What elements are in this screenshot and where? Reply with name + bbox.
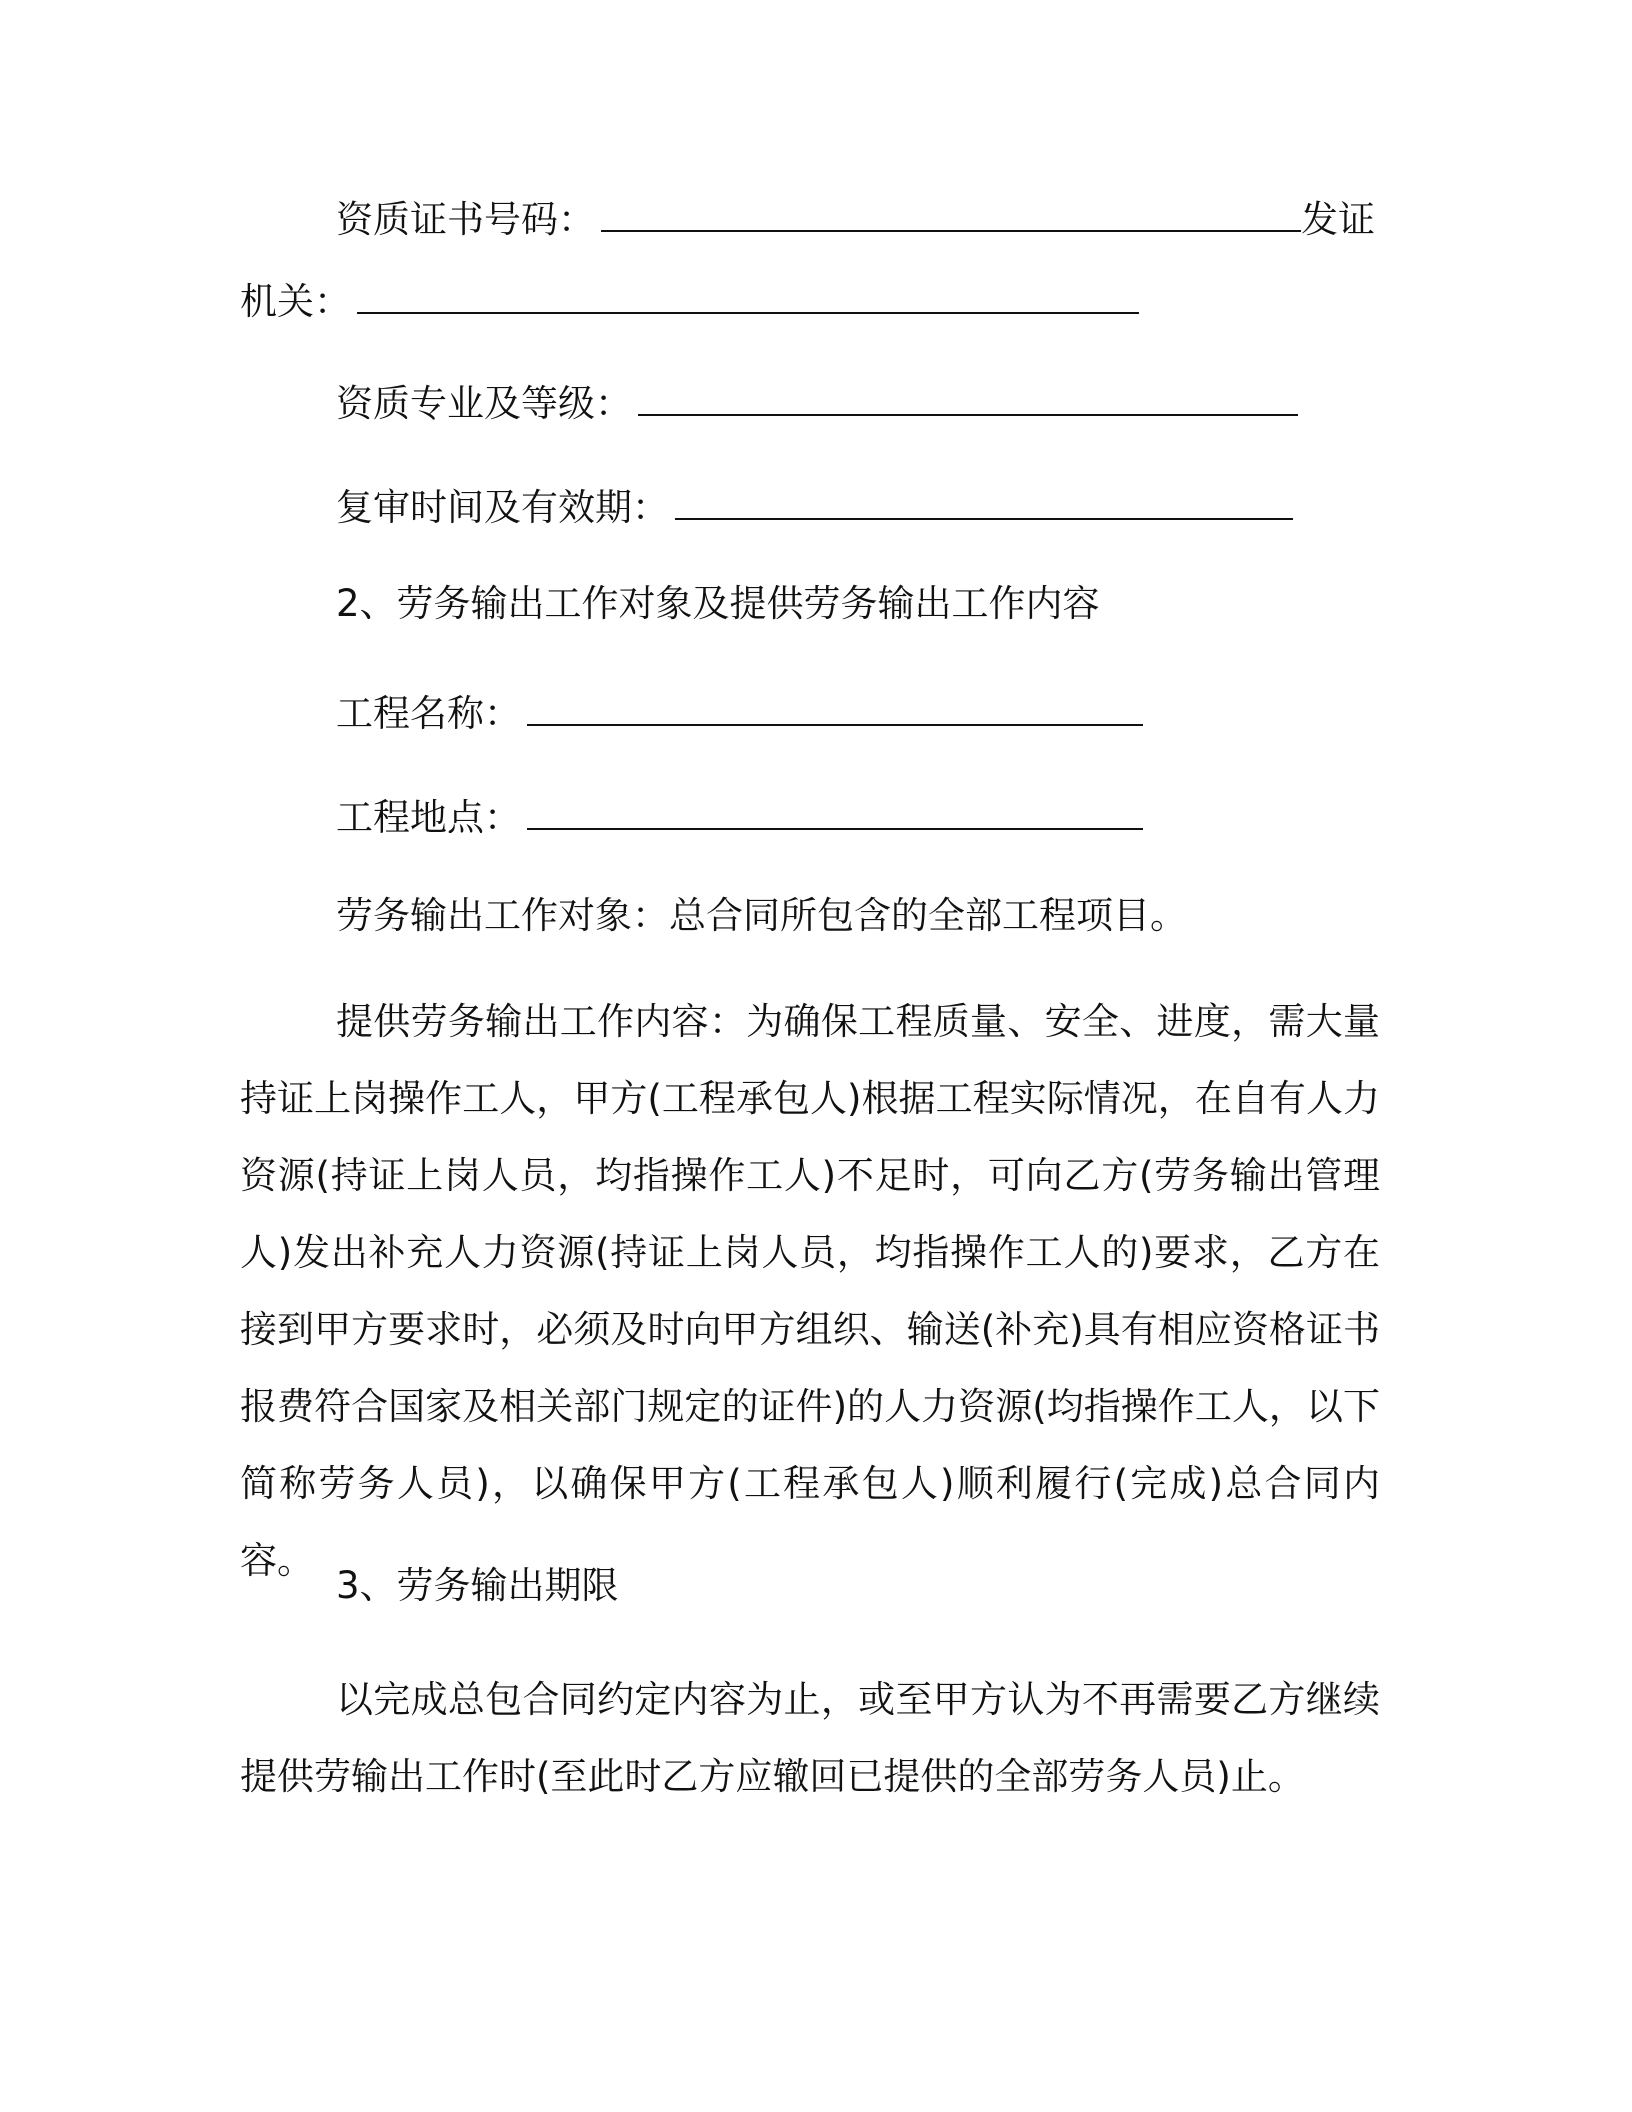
work-object-line: 劳务输出工作对象：总合同所包含的全部工程项目。 [336, 894, 1187, 937]
project-location-blank [527, 792, 1143, 830]
qualification-level-blank [638, 378, 1298, 416]
project-location-label: 工程地点： [336, 796, 521, 839]
project-name-line [336, 688, 1143, 738]
review-period-label: 复审时间及有效期： [336, 486, 669, 529]
project-location-line [336, 792, 1143, 842]
review-period-line [336, 482, 1293, 532]
issuer-line [240, 276, 1139, 326]
section2-heading: 2、劳务输出工作对象及提供劳务输出工作内容 [336, 582, 1100, 625]
issuer-blank [357, 276, 1139, 314]
project-name-blank [527, 688, 1143, 726]
qualification-level-label: 资质专业及等级： [336, 382, 632, 425]
section3-heading: 3、劳务输出期限 [336, 1564, 619, 1607]
cert-number-blank [601, 194, 1301, 232]
review-period-blank [675, 482, 1293, 520]
cert-number-tail: 发证 [1301, 198, 1375, 241]
work-content-paragraph: 提供劳务输出工作内容：为确保工程质量、安全、进度，需大量持证上岗操作工人，甲方(工程承包人)根据工程实际情况，在自有人力资源(持证上岗人员，均指操作工人)不足时，可向乙方(劳务输出管理人)发出补充人力资源(持证上岗人员，均指操作工人的)要求，乙方在接到甲方要求时，必须及时向甲方组织、输送(补充)具有相应资格证书报费符合国家及相关部门规定的证件)的人力资源(均指操作工人，以下简称劳务人员)，以确保甲方(工程承包人)顺利履行(完成)总合同内容。 [240, 1000, 1380, 1582]
cert-number-label: 资质证书号码： [336, 198, 595, 241]
term-content-paragraph: 以完成总包合同约定内容为止，或至甲方认为不再需要乙方继续提供劳输出工作时(至此时乙方应辙回已提供的全部劳务人员)止。 [240, 1678, 1380, 1798]
qualification-level-line [336, 378, 1298, 428]
cert-number-line [336, 194, 1375, 244]
issuer-label: 机关： [240, 280, 351, 323]
project-name-label: 工程名称： [336, 692, 521, 735]
